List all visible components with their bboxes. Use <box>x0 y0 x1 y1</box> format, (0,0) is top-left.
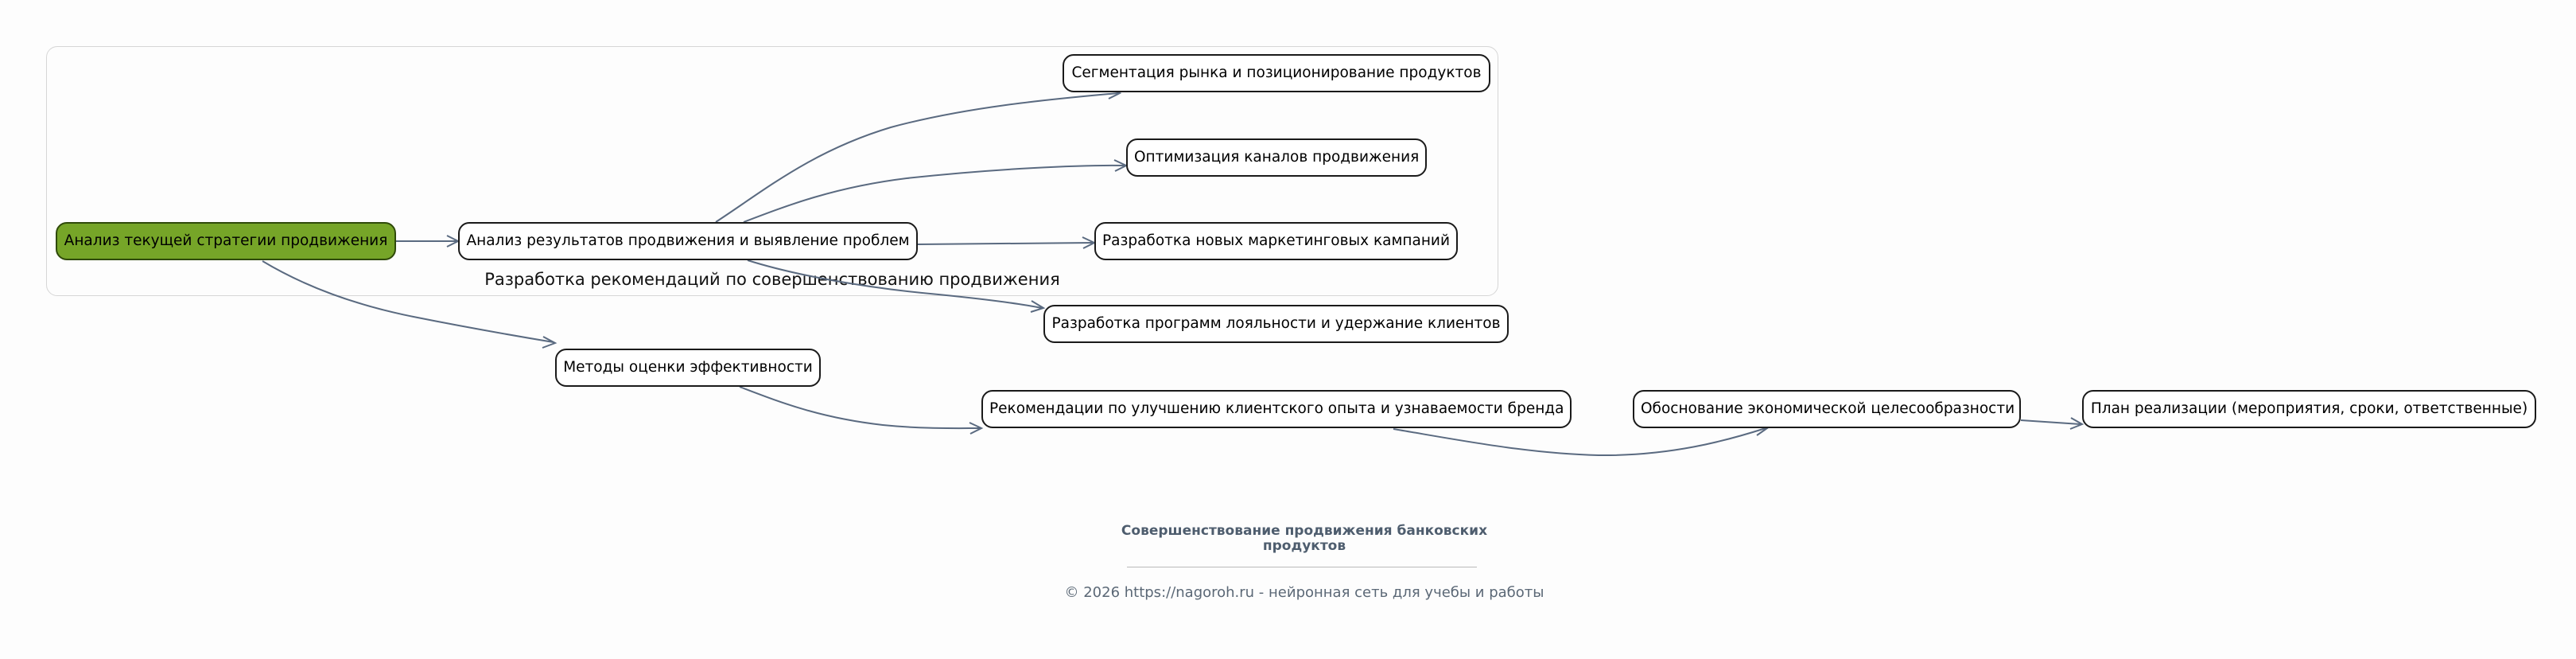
edge-results-to-channels <box>744 166 1125 222</box>
node-analysis-results[interactable]: Анализ результатов продвижения и выявление проблем <box>458 222 918 260</box>
node-channels[interactable]: Оптимизация каналов продвижения <box>1126 138 1427 177</box>
cluster-label: Разработка рекомендаций по совершенствованию продвижения <box>484 270 1060 289</box>
edge-results-to-campaigns <box>918 243 1093 244</box>
edge-current-to-evaluation <box>262 261 554 342</box>
node-segmentation[interactable]: Сегментация рынка и позиционирование продуктов <box>1063 54 1490 92</box>
node-evaluation[interactable]: Методы оценки эффективности <box>555 349 821 387</box>
edge-results-to-segmentation <box>716 93 1118 222</box>
node-plan[interactable]: План реализации (мероприятия, сроки, ответственные) <box>2082 390 2536 428</box>
footer-title-line1: Совершенствование продвижения банковских <box>1121 523 1488 539</box>
footer-title <box>1066 524 1543 554</box>
footer-title-line2: продуктов <box>1262 538 1346 554</box>
edge-justification-to-plan <box>2021 420 2081 424</box>
node-campaigns[interactable]: Разработка новых маркетинговых кампаний <box>1094 222 1458 260</box>
node-analysis-current[interactable]: Анализ текущей стратегии продвижения <box>56 222 396 260</box>
node-justification[interactable]: Обоснование экономической целесообразности <box>1633 390 2021 428</box>
node-recommendations[interactable]: Рекомендации по улучшению клиентского опыта и узнаваемости бренда <box>981 390 1572 428</box>
node-loyalty[interactable]: Разработка программ лояльности и удержание клиентов <box>1043 305 1509 343</box>
footer-copyright: © 2026 https://nagoroh.ru - нейронная сеть для учебы и работы <box>1064 584 1544 601</box>
edge-evaluation-to-recommendations <box>740 387 980 428</box>
edge-recommendations-to-justification <box>1393 428 1766 455</box>
edge-results-to-loyalty <box>748 260 1042 308</box>
